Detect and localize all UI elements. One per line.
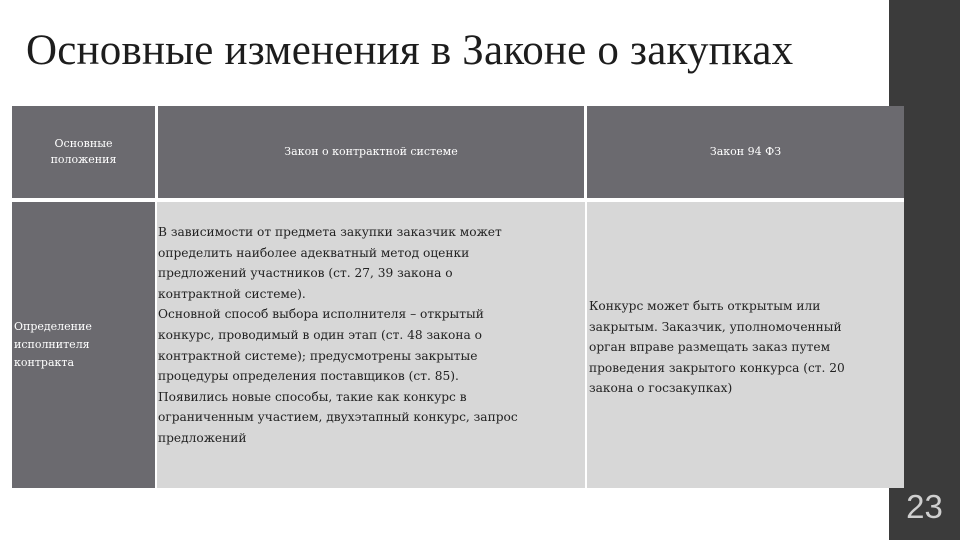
- law-94-text: Конкурс может быть открытым или закрытым. Заказчик, уполномоченный орган вправе размещать заказ путем проведения закрытого конкурса (ст. 20 закона о госзакупках): [587, 202, 904, 488]
- header-main-provisions: [12, 106, 155, 198]
- page-number: 23: [906, 488, 943, 525]
- header-law-94-fz-label: Закон 94 ФЗ: [709, 145, 782, 158]
- header-contract-system-law-label: Закон о контрактной системе: [284, 145, 458, 158]
- header-contract-system-law: [158, 106, 584, 198]
- comparison-table: [12, 106, 904, 488]
- header-law-94-fz: [587, 106, 904, 198]
- header-main-provisions-label: Основные положения: [50, 137, 117, 166]
- slide-title: Основные изменения в Законе о закупках: [26, 27, 794, 74]
- row-label: Определение исполнителя контракта: [14, 320, 92, 369]
- contract-system-text: В зависимости от предмета закупки заказчик может определить наиболее адекватный метод оценки предложений участников (ст. 27, 39 закона о контрактной системе). Основной способ выбора исполнителя – открытый конкурс, проводимый в один этап (ст. 48 закона о контрактной системе); предусмотрены закрытые процедуры определения поставщиков (ст. 85). Появились новые способы, такие как конкурс в ограниченным участием, двухэтапный конкурс, запрос предложений: [157, 202, 585, 488]
- row-label-cell: [12, 202, 155, 488]
